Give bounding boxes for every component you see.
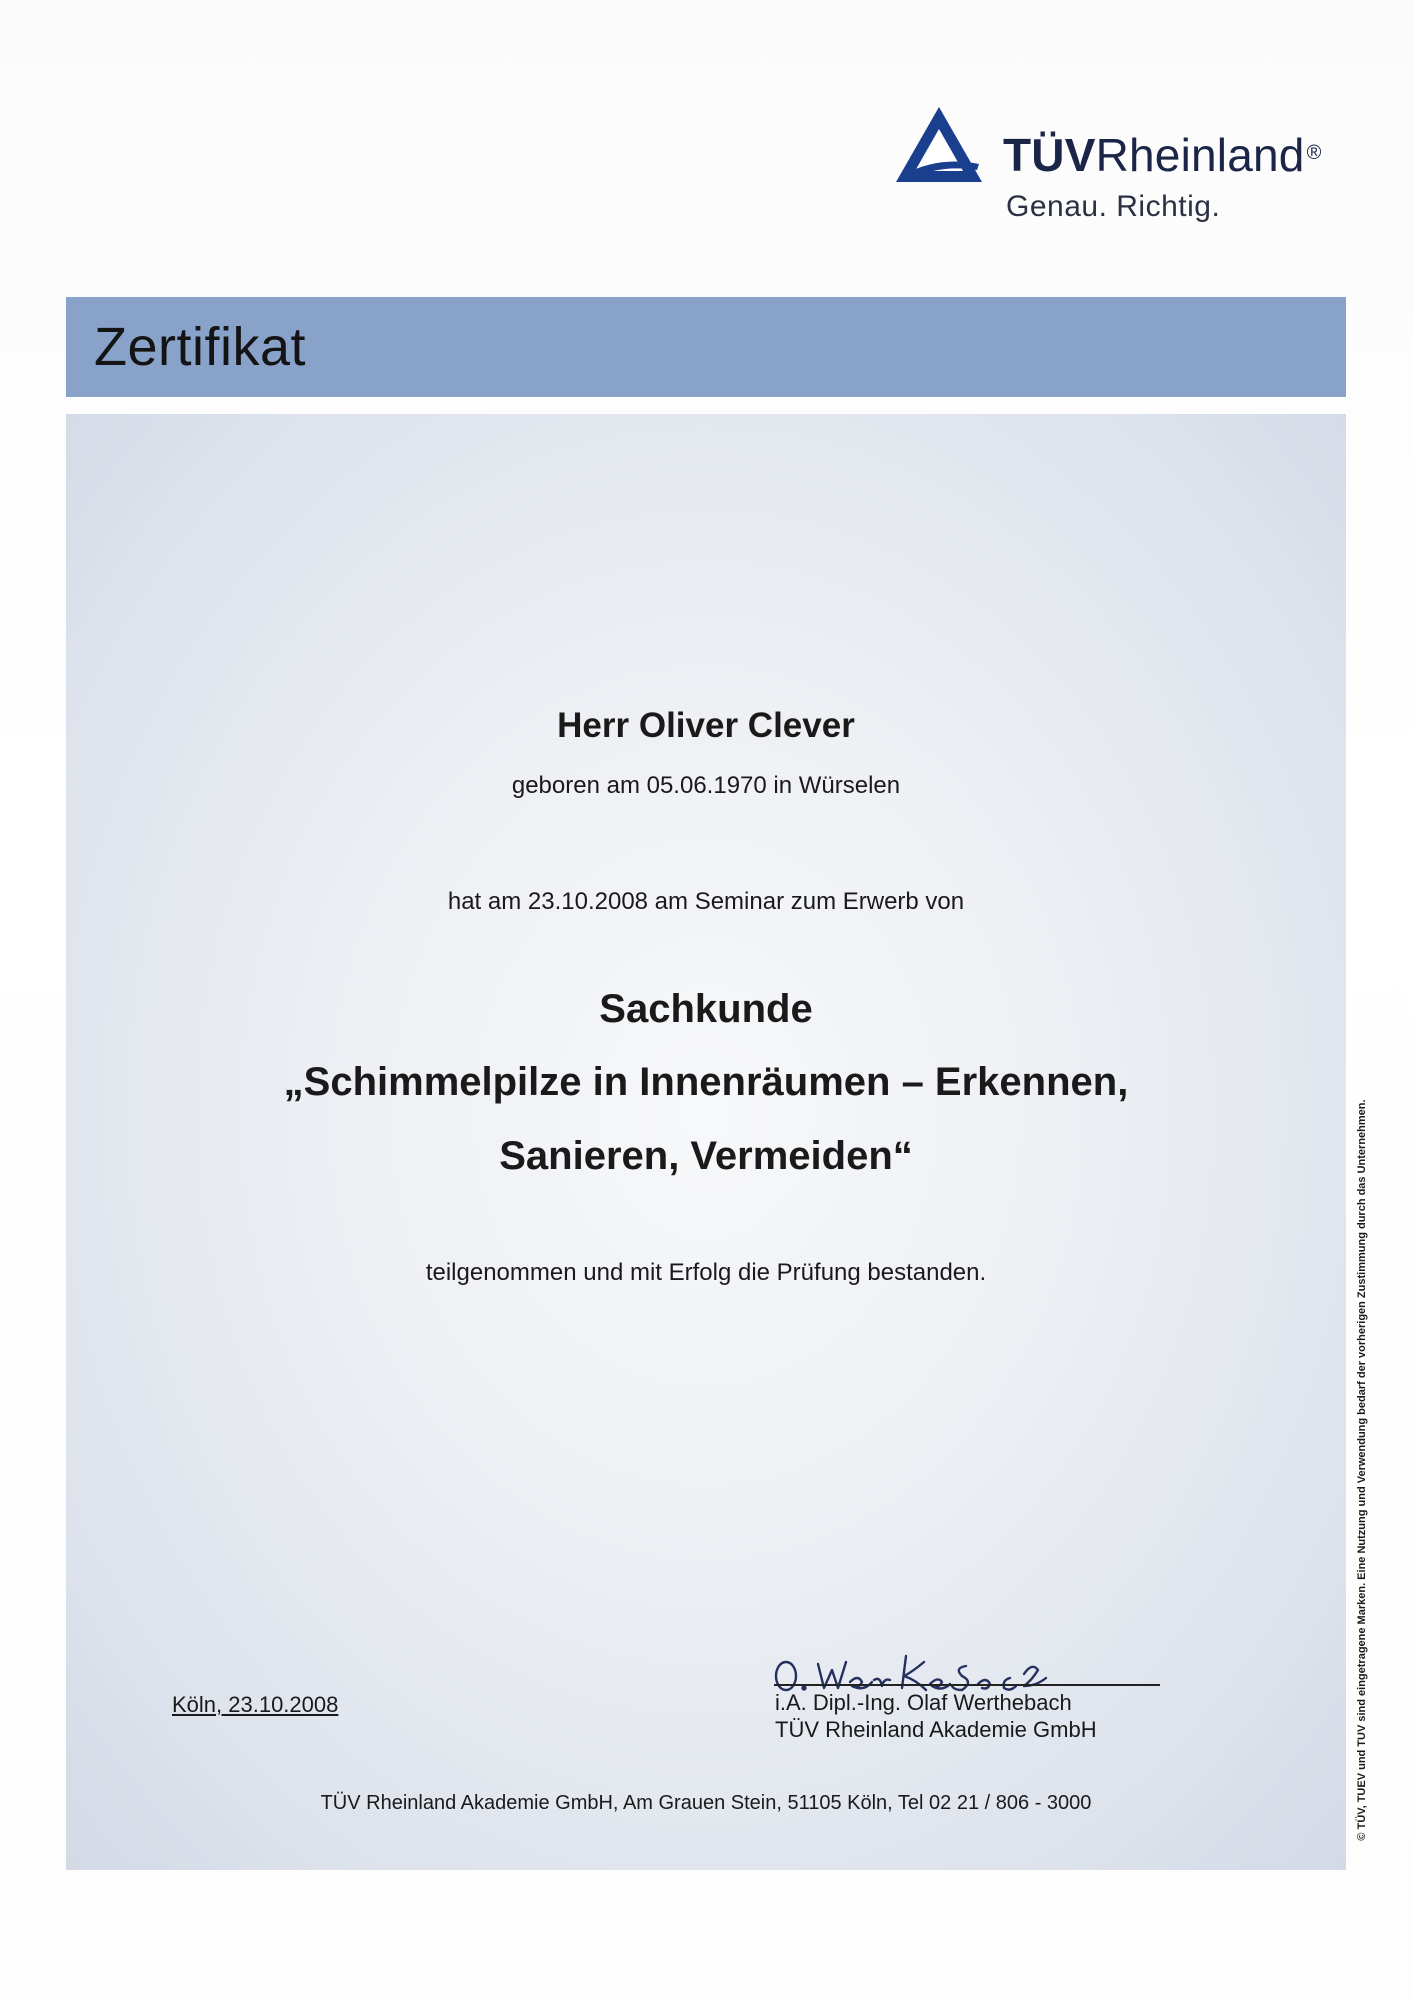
course-title-line-2: Sanieren, Vermeiden“ <box>499 1134 913 1178</box>
registered-mark: ® <box>1306 142 1322 164</box>
place-date: Köln, 23.10.2008 <box>172 1692 339 1717</box>
birth-line: geboren am 05.06.1970 in Würselen <box>511 772 901 799</box>
page-title: Zertifikat <box>94 317 307 377</box>
signature-line <box>774 1684 1160 1686</box>
trademark-notice: © TÜV, TUEV und TUV sind eingetragene Marken. Eine Nutzung und Verwendung bedarf der vorherigen Zustimmung durch das Unternehmen. <box>1356 1099 1368 1841</box>
footer-address: TÜV Rheinland Akademie GmbH, Am Grauen Stein, 51105 Köln, Tel 02 21 / 806 - 3000 <box>320 1792 1092 1814</box>
certificate-panel <box>66 414 1346 1870</box>
trademark-notice-area <box>1348 1080 1376 1860</box>
signer-name: i.A. Dipl.-Ing. Olaf Werthebach <box>775 1690 1072 1715</box>
logo-brand-bold: TÜV <box>1003 129 1096 181</box>
header-band <box>66 297 1346 397</box>
logo-claim: Genau. Richtig. <box>1006 190 1221 223</box>
logo-brand <box>1003 129 1322 181</box>
tuv-triangle-icon <box>893 104 985 186</box>
result-line: teilgenommen und mit Erfolg die Prüfung bestanden. <box>425 1259 987 1286</box>
logo-brand-rest: Rheinland <box>1095 129 1305 181</box>
recipient-name: Herr Oliver Clever <box>557 706 855 745</box>
course-title-line-1: „Schimmelpilze in Innenräumen – Erkennen, <box>283 1060 1129 1104</box>
subject-title: Sachkunde <box>599 987 813 1031</box>
tuv-rheinland-logo <box>893 102 1353 232</box>
signer-organization: TÜV Rheinland Akademie GmbH <box>775 1717 1097 1742</box>
seminar-line: hat am 23.10.2008 am Seminar zum Erwerb von <box>447 888 965 915</box>
